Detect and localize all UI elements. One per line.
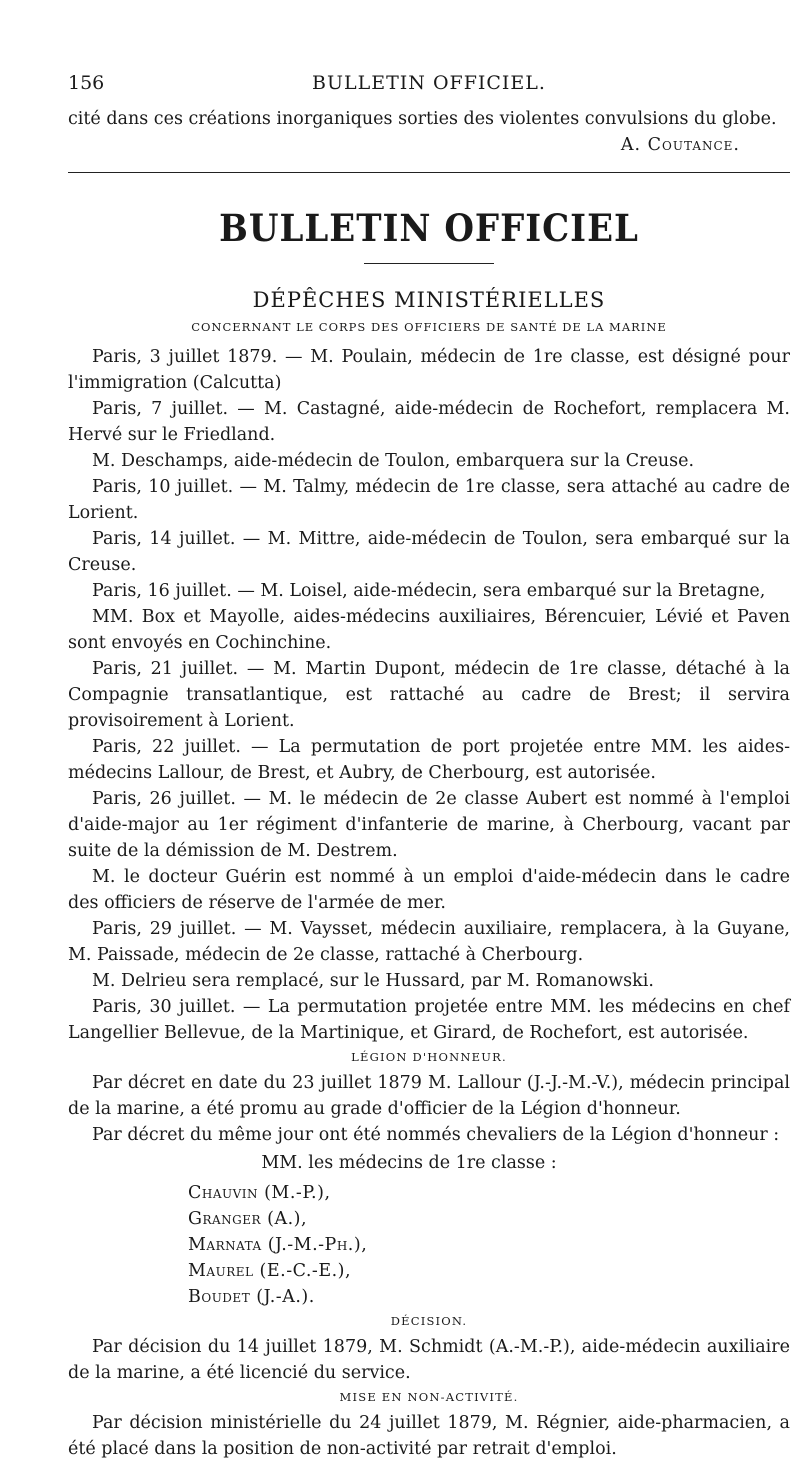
legion-paragraph: Par décret en date du 23 juillet 1879 M. Lallour (J.-J.-M.-V.), médecin principal de la marine, a été promu au grade d'officier de la Légion d'honneur. [68, 1073, 790, 1119]
legion-names-list [188, 1180, 790, 1310]
depeche-entry: M. le docteur Guérin est nommé à un emploi d'aide-médecin dans le cadre des officiers de réserve de l'armée de mer. [68, 867, 790, 913]
depeche-entry: Paris, 14 juillet. — M. Mittre, aide-médecin de Toulon, sera embarqué sur la Creuse. [68, 529, 790, 575]
document-page [68, 72, 790, 1462]
depeche-entry: M. Delrieu sera remplacé, sur le Hussard, par M. Romanowski. [92, 971, 654, 991]
depeches-heading: DÉPÊCHES MINISTÉRIELLES [252, 288, 606, 312]
depeche-entry: M. Deschamps, aide-médecin de Toulon, embarquera sur la Creuse. [92, 451, 695, 471]
non-activite-text: Par décision ministérielle du 24 juillet 1879, M. Régnier, aide-pharmacien, a été placé dans la position de non-activité par retrait d'emploi. [68, 1413, 790, 1459]
decision-text: Par décision du 14 juillet 1879, M. Schmidt (A.-M.-P.), aide-médecin auxiliaire de la marine, a été licencié du service. [68, 1337, 790, 1383]
running-header [68, 72, 790, 106]
depeche-entry: MM. Box et Mayolle, aides-médecins auxiliaires, Bérencuier, Lévié et Paven sont envoyés en Cochinchine. [68, 607, 790, 653]
depeche-entry: Paris, 3 juillet 1879. — M. Poulain, médecin de 1re classe, est désigné pour l'immigration (Calcutta) [68, 347, 790, 393]
depeche-entry: Paris, 10 juillet. — M. Talmy, médecin de 1re classe, sera attaché au cadre de Lorient. [68, 477, 790, 523]
intro-text: cité dans ces créations inorganiques sorties des violentes convulsions du globe. [68, 109, 777, 129]
list-item: Granger (A.), [188, 1209, 308, 1229]
non-activite-heading: MISE EN NON-ACTIVITÉ. [339, 1390, 519, 1404]
depeche-entry: Paris, 7 juillet. — M. Castagné, aide-médecin de Rochefort, remplacera M. Hervé sur le Friedland. [68, 399, 790, 445]
depeche-entry: Paris, 29 juillet. — M. Vaysset, médecin auxiliaire, remplacera, à la Guyane, M. Paissade, médecin de 2e classe, rattaché à Cherbourg. [68, 919, 790, 965]
depeche-entry: Paris, 22 juillet. — La permutation de port projetée entre MM. les aides-médecins Lallour, de Brest, et Aubry, de Cherbourg, est autorisée. [68, 737, 790, 783]
page-number: 156 [68, 72, 105, 94]
list-item: Chauvin (M.-P.), [188, 1183, 331, 1203]
depeche-entry: Paris, 30 juillet. — La permutation projetée entre MM. les médecins en chef Langellier Bellevue, de la Martinique, et Girard, de Rochefort, est autorisée. [68, 997, 790, 1043]
legion-heading: LÉGION D'HONNEUR. [351, 1050, 507, 1064]
title-rule [364, 263, 494, 264]
list-item: Marnata (J.-M.-Ph.), [188, 1235, 368, 1255]
bulletin-title: BULLETIN OFFICIEL [219, 207, 639, 251]
legion-list-intro: MM. les médecins de 1re classe : [261, 1153, 557, 1173]
depeche-entry: Paris, 26 juillet. — M. le médecin de 2e classe Aubert est nommé à l'emploi d'aide-major au 1er régiment d'infanterie de marine, à Cherbourg, vacant par suite de la démission de M. Destrem. [68, 789, 790, 861]
depeches-subheading: CONCERNANT LE CORPS DES OFFICIERS DE SANTÉ DE LA MARINE [191, 320, 667, 334]
legion-paragraph: Par décret du même jour ont été nommés chevaliers de la Légion d'honneur : [92, 1125, 780, 1145]
depeche-entry: Paris, 21 juillet. — M. Martin Dupont, médecin de 1re classe, détaché à la Compagnie transatlantique, est rattaché au cadre de Brest; il servira provisoirement à Lorient. [68, 659, 790, 731]
intro-author: A. Coutance. [620, 135, 740, 155]
list-item: Maurel (E.-C.-E.), [188, 1261, 352, 1281]
list-item: Boudet (J.-A.). [188, 1287, 315, 1307]
running-title: BULLETIN OFFICIEL. [312, 72, 546, 94]
decision-heading: DÉCISION. [390, 1314, 468, 1328]
intro-signature-line [68, 132, 790, 158]
depeche-entry: Paris, 16 juillet. — M. Loisel, aide-médecin, sera embarqué sur la Bretagne, [92, 581, 766, 601]
section-divider [68, 172, 790, 173]
